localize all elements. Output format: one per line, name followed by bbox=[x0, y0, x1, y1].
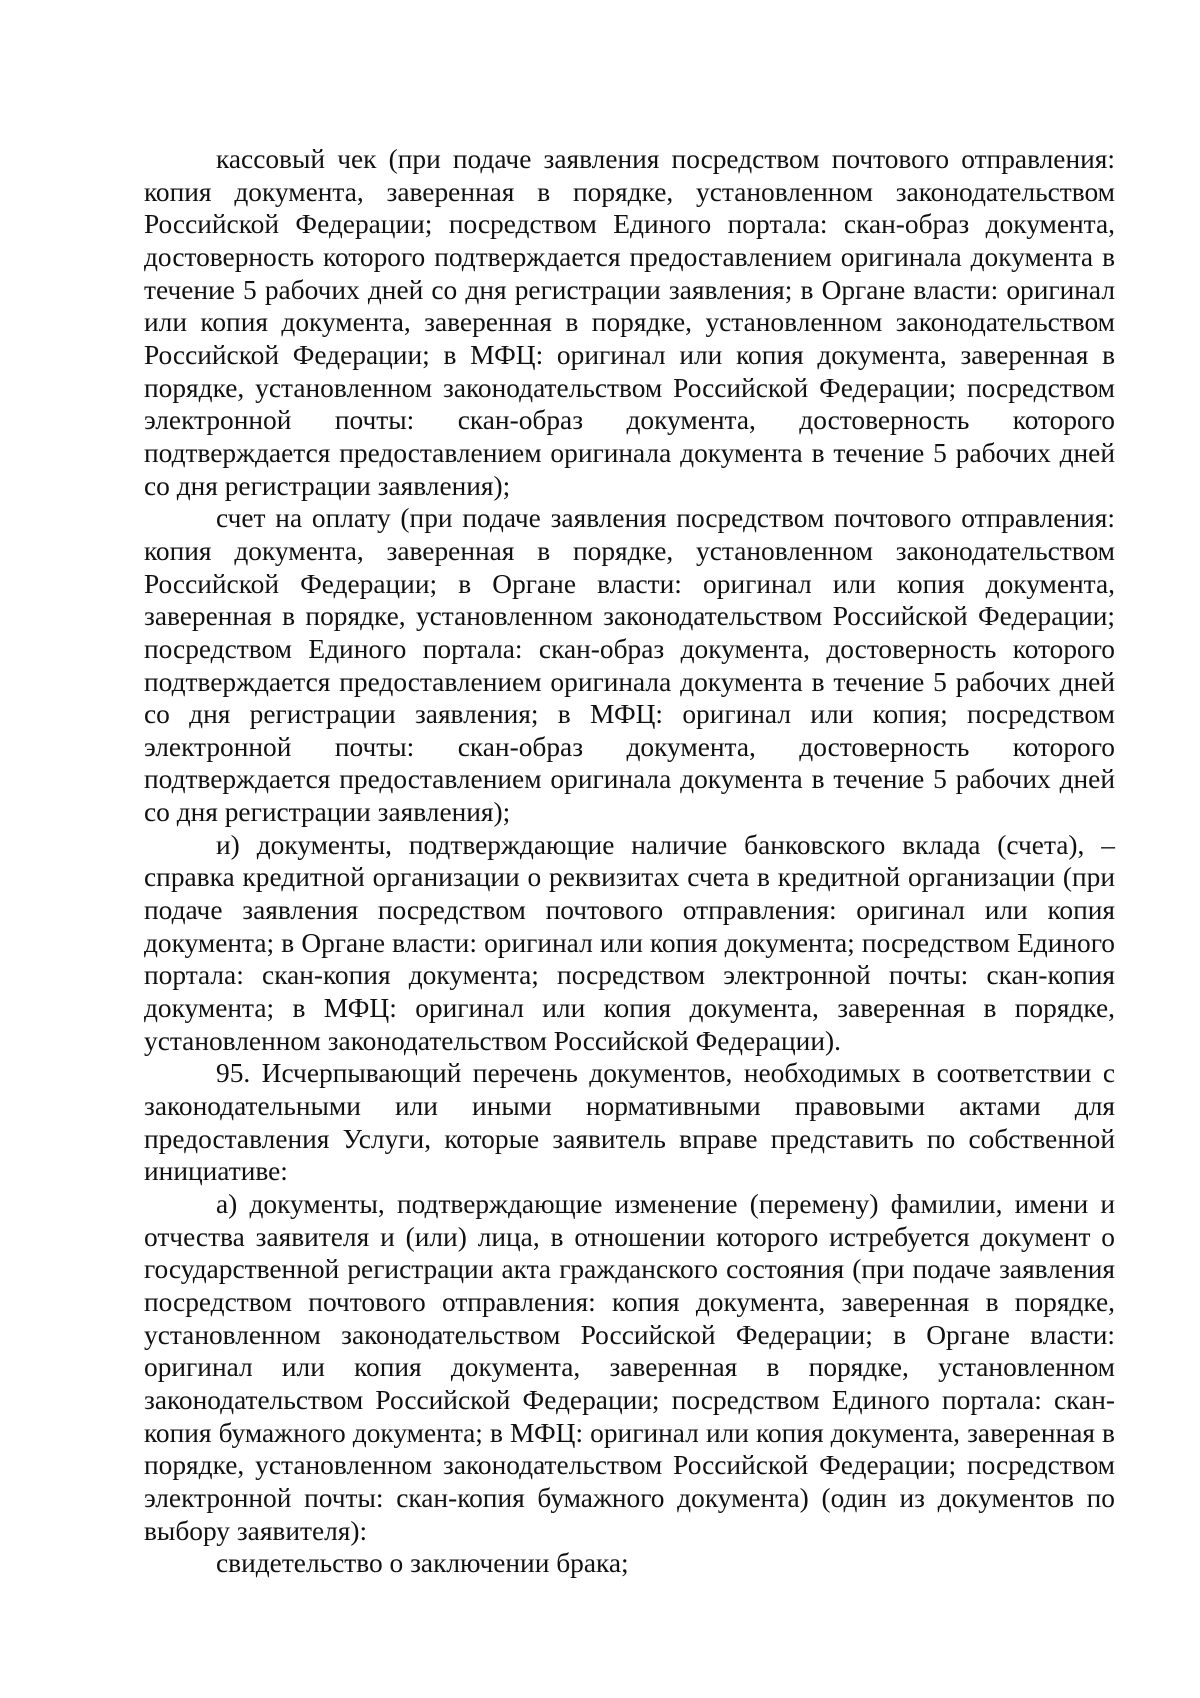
paragraph-invoice: счет на оплату (при подаче заявления посредством почтового отправления: копия документа, заверенная в порядке, установленном законодательством Российской Федерации; в Органе власти: оригинал или копия документа, заверенная в порядке, установленном законодательством Российской Федерации; посредством Единого портала: скан-образ документа, достоверность которого подтверждается предоставлением оригинала документа в течение 5 рабочих дней со дня регистрации заявления; в МФЦ: оригинал или копия; посредством электронной почты: скан-образ документа, достоверность которого подтверждается предоставлением оригинала документа в течение 5 рабочих дней со дня регистрации заявления); bbox=[144, 503, 1115, 828]
document-body bbox=[144, 143, 1115, 1580]
paragraph-marriage-certificate: свидетельство о заключении брака; bbox=[216, 1548, 629, 1579]
paragraph-cash-receipt: кассовый чек (при подаче заявления посредством почтового отправления: копия документа, заверенная в порядке, установленном законодательством Российской Федерации; посредством Единого портала: скан-образ документа, достоверность которого подтверждается предоставлением оригинала документа в течение 5 рабочих дней со дня регистрации заявления; в Органе власти: оригинал или копия документа, заверенная в порядке, установленном законодательством Российской Федерации; в МФЦ: оригинал или копия документа, заверенная в порядке, установленном законодательством Российской Федерации; посредством электронной почты: скан-образ документа, достоверность которого подтверждается предоставлением оригинала документа в течение 5 рабочих дней со дня регистрации заявления); bbox=[144, 144, 1115, 501]
paragraph-bank-account-documents: и) документы, подтверждающие наличие банковского вклада (счета), – справка кредитной организации о реквизитах счета в кредитной организации (при подаче заявления посредством почтового отправления: оригинал или копия документа; в Органе власти: оригинал или копия документа; посредством Единого портала: скан-копия документа; посредством электронной почты: скан-копия документа; в МФЦ: оригинал или копия документа, заверенная в порядке, установленном законодательством Российской Федерации). bbox=[144, 829, 1115, 1056]
paragraph-section-95: 95. Исчерпывающий перечень документов, необходимых в соответствии с законодательными или иными нормативными правовыми актами для предоставления Услуги, которые заявитель вправе представить по собственной инициативе: bbox=[144, 1058, 1115, 1187]
paragraph-name-change-documents: а) документы, подтверждающие изменение (перемену) фамилии, имени и отчества заявителя и (или) лица, в отношении которого истребуется документ о государственной регистрации акта гражданского состояния (при подаче заявления посредством почтового отправления: копия документа, заверенная в порядке, установленном законодательством Российской Федерации; в Органе власти: оригинал или копия документа, заверенная в порядке, установленном законодательством Российской Федерации; посредством Единого портала: скан-копия бумажного документа; в МФЦ: оригинал или копия документа, заверенная в порядке, установленном законодательством Российской Федерации; посредством электронной почты: скан-копия бумажного документа) (один из документов по выбору заявителя): bbox=[144, 1189, 1115, 1546]
